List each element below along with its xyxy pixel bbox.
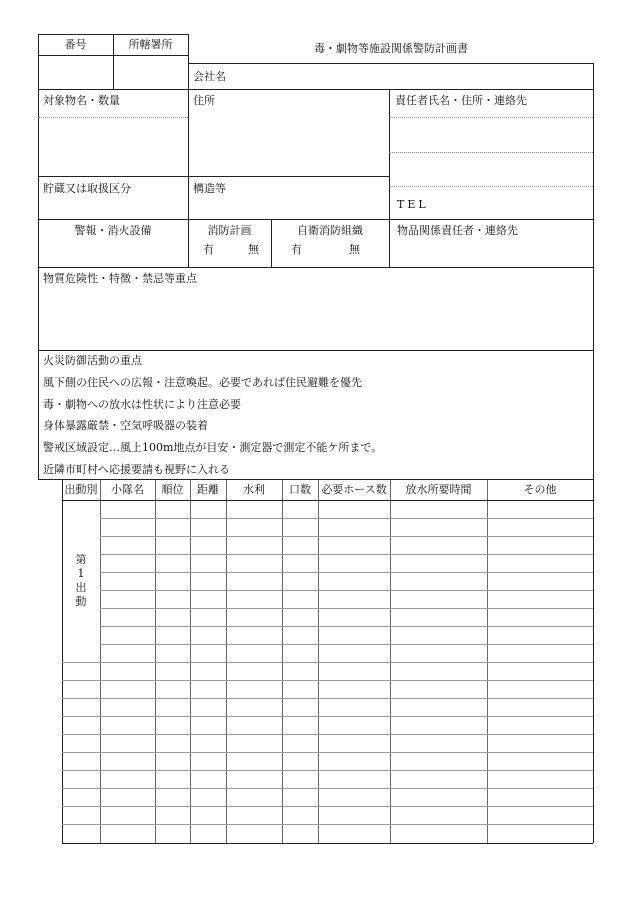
page-title: 毒・劇物等施設関係警防計画書 (314, 42, 468, 55)
table-gridline (100, 518, 593, 519)
table-gridline (100, 536, 593, 537)
first-dispatch-char: 1 (77, 567, 85, 580)
table-gridline (100, 590, 593, 591)
firefighting-line: 風下側の住民への広報・注意喚起。必要であれば住民避難を優先 (43, 376, 362, 389)
table-header-cell: 順位 (161, 483, 184, 496)
table-gridline (62, 824, 593, 825)
first-dispatch-char: 出 (75, 581, 87, 594)
fire-plan-yes: 有 (203, 243, 214, 256)
table-gridline (62, 716, 593, 717)
table-gridline (100, 608, 593, 609)
fire-plan-label: 消防計画 (207, 224, 252, 237)
self-defense-org-label: 自衛消防組織 (297, 224, 363, 237)
table-gridline (62, 662, 593, 663)
responsible-person-label: 責任者氏名・住所・連絡先 (395, 94, 527, 107)
table-header-cell: 距離 (197, 483, 219, 496)
structure-label: 構造等 (193, 182, 226, 195)
first-dispatch-label (74, 553, 88, 609)
hazard-label: 物質危険性・特徴・禁忌等重点 (43, 272, 197, 285)
object-name-quantity-label: 対象物名・数量 (43, 94, 120, 107)
tel-label: TEL (397, 198, 429, 211)
station-label: 所轄署所 (128, 38, 173, 51)
self-defense-yes: 有 (291, 243, 302, 256)
alarm-extinguishing-label: 警報・消火設備 (74, 224, 152, 237)
table-gridline (100, 554, 593, 555)
table-gridline (62, 734, 593, 735)
table-gridline (62, 788, 593, 789)
table-gridline (62, 752, 593, 753)
firefighting-line: 身体暴露厳禁・空気呼吸器の装着 (43, 419, 208, 432)
company-name-label: 会社名 (193, 70, 226, 83)
table-header-cell: 小隊名 (111, 483, 144, 496)
table-header-cell: その他 (523, 483, 557, 496)
fire-plan-no: 無 (248, 243, 259, 256)
table-header-cell: 口数 (289, 483, 311, 496)
table-header-cell: 出動別 (64, 483, 98, 496)
storage-handling-label: 貯蔵又は取扱区分 (43, 182, 131, 195)
table-header-cell: 必要ホース数 (321, 483, 387, 496)
table-gridline (62, 698, 593, 699)
table-gridline (62, 806, 593, 807)
self-defense-no: 無 (349, 243, 360, 256)
table-gridline (100, 626, 593, 627)
table-header-cell: 放水所要時間 (405, 483, 472, 496)
goods-responsible-label: 物品関係責任者・連絡先 (397, 224, 518, 237)
table-gridline (100, 572, 593, 573)
table-gridline (100, 644, 593, 645)
number-label: 番号 (64, 38, 87, 51)
firefighting-line: 近隣市町村へ応援要請も視野に入れる (43, 463, 230, 476)
table-header-cell: 水利 (243, 483, 265, 496)
table-gridline (62, 843, 593, 844)
firefighting-title: 火災防御活動の重点 (43, 354, 142, 367)
table-gridline (62, 680, 593, 681)
firefighting-line: 警戒区域設定…風上100m地点が目安・測定器で測定不能ケ所まで。 (43, 441, 383, 454)
firefighting-line: 毒・劇物への放水は性状により注意必要 (43, 398, 241, 411)
first-dispatch-char: 動 (75, 595, 87, 608)
first-dispatch-char: 第 (75, 553, 87, 566)
table-gridline (62, 500, 593, 501)
table-gridline (593, 480, 594, 843)
table-gridline (62, 770, 593, 771)
address-label: 住所 (193, 94, 215, 107)
